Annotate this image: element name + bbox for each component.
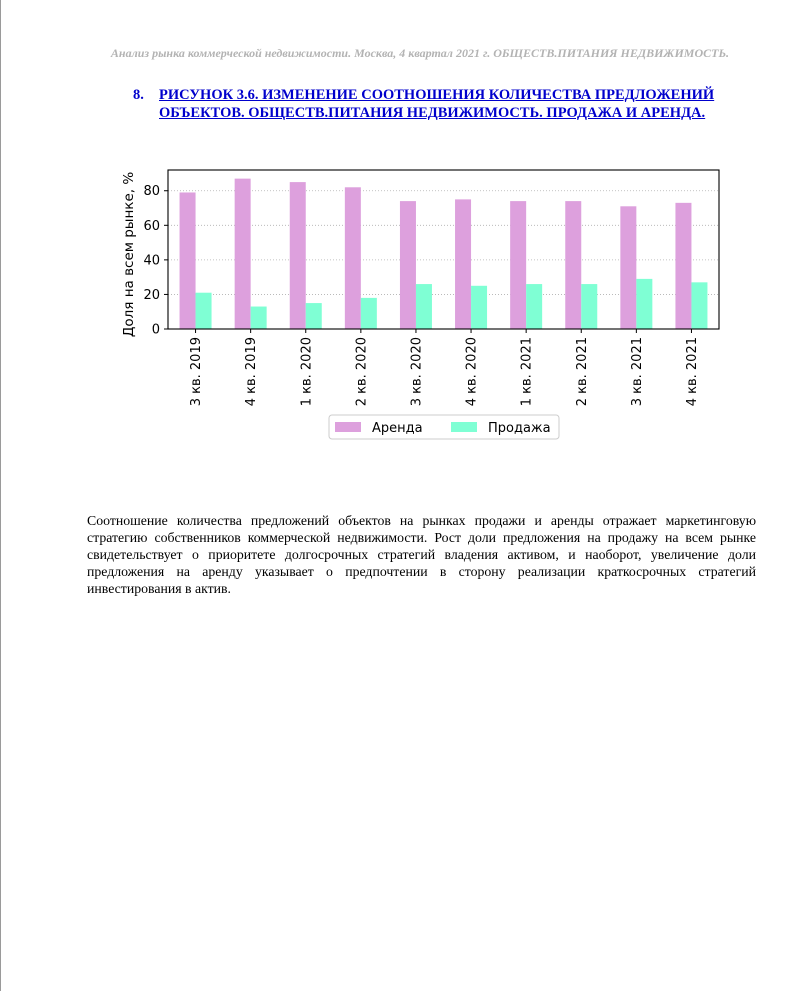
bar-prodazha	[196, 293, 212, 329]
y-tick-label: 80	[143, 184, 160, 200]
running-header: Анализ рынка коммерческой недвижимости. Москва, 4 квартал 2021 г. ОБЩЕСТВ.ПИТАНИЯ НЕДВИЖИМОСТЬ.	[110, 46, 730, 60]
bar-arenda	[510, 201, 526, 329]
y-tick-label: 0	[151, 322, 160, 338]
y-axis-label: Доля на всем рынке, %	[121, 171, 137, 338]
legend-swatch-prodazha	[451, 422, 477, 432]
x-tick-label: 1 кв. 2021	[519, 337, 535, 407]
bar-prodazha	[251, 307, 267, 329]
bar-prodazha	[416, 284, 432, 329]
bar-prodazha	[471, 286, 487, 329]
body-paragraph: Соотношение количества предложений объектов на рынках продажи и аренды отражает маркетинговую стратегию собственников коммерческой недвижимости. Рост доли предложения на продажу на всем рынке свидетельствует о приоритете долгосрочных стратегий владения активом, и наоборот, увеличение доли предложения на аренду указывает о предпочтении в сторону реализации краткосрочных стратегий инвестирования в актив.	[87, 513, 756, 596]
bar-prodazha	[526, 284, 542, 329]
x-tick-label: 2 кв. 2020	[354, 337, 370, 407]
x-tick-label: 3 кв. 2019	[189, 337, 205, 407]
bar-prodazha	[581, 284, 597, 329]
legend-label-arenda: Аренда	[372, 421, 423, 436]
y-tick-label: 20	[143, 287, 160, 303]
x-tick-label: 1 кв. 2020	[299, 337, 315, 407]
bar-prodazha	[636, 279, 652, 329]
bar-prodazha	[691, 282, 707, 329]
legend-swatch-arenda	[335, 422, 361, 432]
bar-arenda	[400, 201, 416, 329]
bar-arenda	[290, 182, 306, 329]
x-tick-label: 3 кв. 2020	[409, 337, 425, 407]
x-tick-label: 2 кв. 2021	[574, 337, 590, 407]
bar-arenda	[620, 206, 636, 329]
x-tick-label: 4 кв. 2020	[464, 337, 480, 407]
figure-caption-link[interactable]: РИСУНОК 3.6. ИЗМЕНЕНИЕ СООТНОШЕНИЯ КОЛИЧЕСТВА ПРЕДЛОЖЕНИЙ ОБЪЕКТОВ. ОБЩЕСТВ.ПИТАНИЯ НЕДВИЖИМОСТЬ. ПРОДАЖА И АРЕНДА.	[159, 87, 715, 121]
bar-arenda	[235, 179, 251, 329]
bar-arenda	[455, 199, 471, 329]
bar-arenda	[180, 192, 196, 329]
page-left-border	[0, 0, 1, 991]
bar-prodazha	[361, 298, 377, 329]
x-tick-label: 4 кв. 2019	[244, 337, 260, 407]
x-tick-label: 4 кв. 2021	[684, 337, 700, 407]
legend-label-prodazha: Продажа	[488, 421, 551, 436]
y-tick-label: 40	[143, 253, 160, 269]
x-tick-label: 3 кв. 2021	[629, 337, 645, 407]
figure-number: 8.	[133, 87, 144, 103]
offer-ratio-bar-chart	[110, 160, 730, 450]
bar-arenda	[675, 203, 691, 329]
bar-arenda	[345, 187, 361, 329]
bar-prodazha	[306, 303, 322, 329]
y-tick-label: 60	[143, 218, 160, 234]
bar-arenda	[565, 201, 581, 329]
